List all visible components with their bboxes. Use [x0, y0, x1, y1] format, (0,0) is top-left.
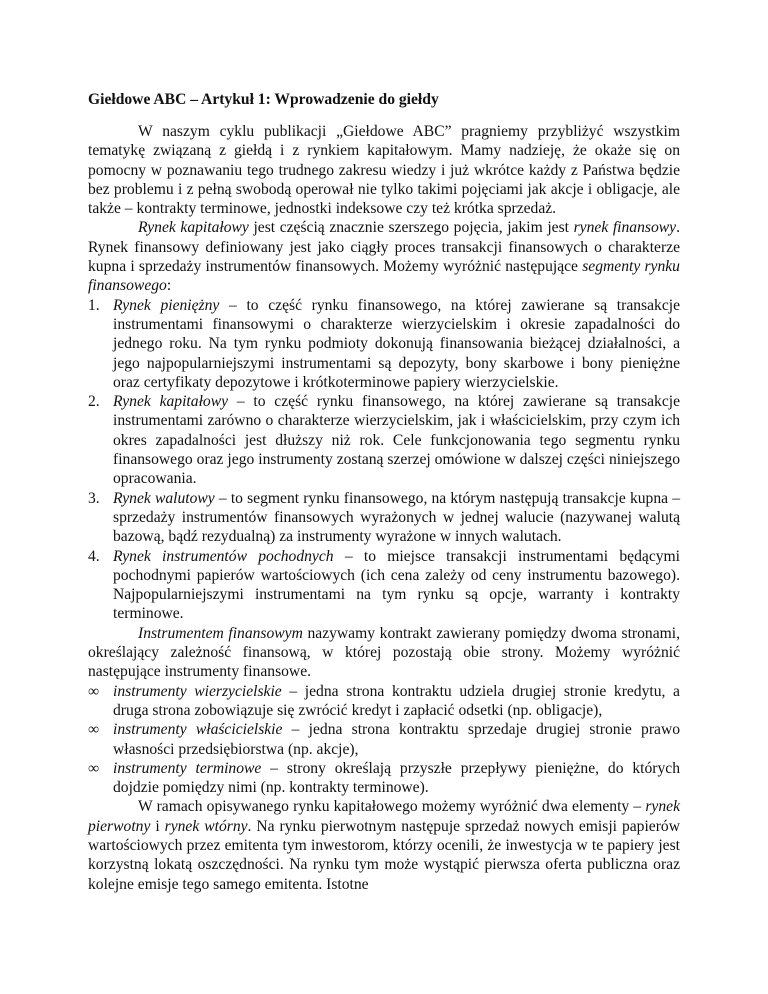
instrument-text: – jedna strona kontraktu sprzedaje drugiej stronie prawo własności przedsiębiorstwa (np. akcje), [113, 721, 681, 758]
term-financial-instrument: Instrumentem finansowym [138, 624, 303, 642]
segment-term: Rynek kapitałowy [113, 393, 229, 411]
text-run: jest częścią znacznie szerszego pojęcia, jakim jest [248, 219, 574, 237]
segment-text: – to część rynku finansowego, na której zawierane są transakcje instrumentami finansowymi o charakterze wierzycielskim i okresie zapadalności do jednego roku. Na tym rynku podmioty dokonują finansowania bieżącej działalności, a jego najpopularniejszymi instrumentami są depozyty, bony skarbowe i bony pieniężne oraz certyfikaty depozytowe i krótkoterminowe papiery wierzycielskie. [113, 296, 681, 391]
list-number: 2. [88, 393, 100, 411]
list-item [88, 759, 680, 798]
instrument-text: – strony określają przyszłe przepływy pieniężne, do których dojdzie pomiędzy nimi (np. kontrakty terminowe). [113, 759, 681, 797]
market-elements-paragraph [88, 797, 680, 893]
instrument-term: instrumenty właścicielskie [113, 721, 283, 739]
segment-text: – to miejsce transakcji instrumentami będącymi pochodnymi papierów wartościowych (ich cena zależy od ceny instrumentu bazowego). Najpopularniejszymi instrumentami na tym rynku są opcje, warranty i kontrakty terminowe. [113, 547, 680, 623]
list-item [88, 392, 680, 488]
instrument-term: instrumenty wierzycielskie [113, 682, 282, 700]
term-secondary-market: rynek wtórny [164, 817, 248, 835]
term-segments: segmenty rynku finansowego [88, 258, 680, 295]
intro-paragraph: W naszym cyklu publikacji „Giełdowe ABC” pragniemy przybliżyć wszystkim tematykę związaną z giełdą i z rynkiem kapitałowym. Mamy nadzieję, że okaże się on pomocny w poznawaniu tego trudnego zakresu wiedzy i już wkrótce każdy z Państwa będzie bez problemu i z pełną swobodą operował nie tylko takimi pojęciami jak akcje i obligacje, ale także – kontrakty terminowe, jednostki indeksowe czy też krótka sprzedaż. [88, 123, 680, 218]
list-item [88, 296, 680, 392]
list-item [88, 682, 680, 721]
infinity-bullet-icon: ∞ [88, 759, 100, 777]
segment-term: Rynek instrumentów pochodnych [113, 547, 334, 565]
segments-list [88, 296, 680, 624]
list-number: 3. [88, 489, 100, 507]
list-number: 1. [88, 296, 100, 314]
segment-text: – to część rynku finansowego, na której zawierane są transakcje instrumentami zarówno o charakterze wierzycielskim, jak i właścicielskim, przy czym ich okres zapadalności jest dłuższy niż rok. Cele funkcjonowania tego segmentu rynku finansowego oraz jego instrumenty zostaną szerzej omówione w dalszej części niniejszego opracowania. [113, 393, 680, 488]
term-financial-market: rynek finansowy [573, 219, 677, 237]
text-run: . Na rynku pierwotnym następuje sprzedaż nowych emisji papierów wartościowych przez emitenta tym inwestorom, którzy ocenili, że inwestycja w te papiery jest korzystną lokatą oszczędności. Na rynku tym może wystąpić pierwsza oferta publiczna oraz kolejne emisje tego samego emitenta. Istotne [88, 817, 680, 893]
term-capital-market: Rynek kapitałowy [138, 219, 249, 237]
document-body [88, 122, 680, 894]
list-item [88, 489, 680, 547]
list-item [88, 547, 680, 624]
list-number: 4. [88, 547, 100, 565]
text-run: i [150, 817, 165, 835]
text-run: : [166, 277, 172, 295]
segment-term: Rynek walutowy [113, 489, 215, 507]
infinity-bullet-icon: ∞ [88, 682, 100, 700]
instrument-term: instrumenty terminowe [113, 759, 262, 777]
list-item [88, 720, 680, 759]
instrument-text: – jedna strona kontraktu udziela drugiej stronie kredytu, a druga strona zobowiązuje się zwrócić kredyt i zapłacić odsetki (np. obligacje), [113, 682, 680, 719]
segment-term: Rynek pieniężny [113, 296, 220, 314]
term-primary-market: rynek pierwotny [88, 798, 680, 835]
instruments-list [88, 682, 680, 798]
text-run: nazywamy kontrakt zawierany pomiędzy dwoma stronami, określający zależność finansową, w której pozostają obie strony. Możemy wyróżnić następujące instrumenty finansowe. [88, 624, 680, 681]
text-run: . Rynek finansowy definiowany jest jako ciągły proces transakcji finansowych o charakterze kupna i sprzedaży instrumentów finansowych. Możemy wyróżnić następujące [88, 219, 680, 276]
instrument-paragraph [88, 624, 680, 682]
market-paragraph [88, 218, 680, 295]
segment-text: – to segment rynku finansowego, na którym następują transakcje kupna – sprzedaży instrumentów finansowych wyrażonych w jednej walucie (nazywanej walutą bazową, bądź rezydualną) za instrumenty wyrażone w innych walutach. [113, 489, 680, 546]
document-title: Giełdowe ABC – Artykuł 1: Wprowadzenie do giełdy [88, 91, 439, 108]
text-run: W ramach opisywanego rynku kapitałowego możemy wyróżnić dwa elementy – [138, 798, 646, 816]
infinity-bullet-icon: ∞ [88, 721, 100, 739]
